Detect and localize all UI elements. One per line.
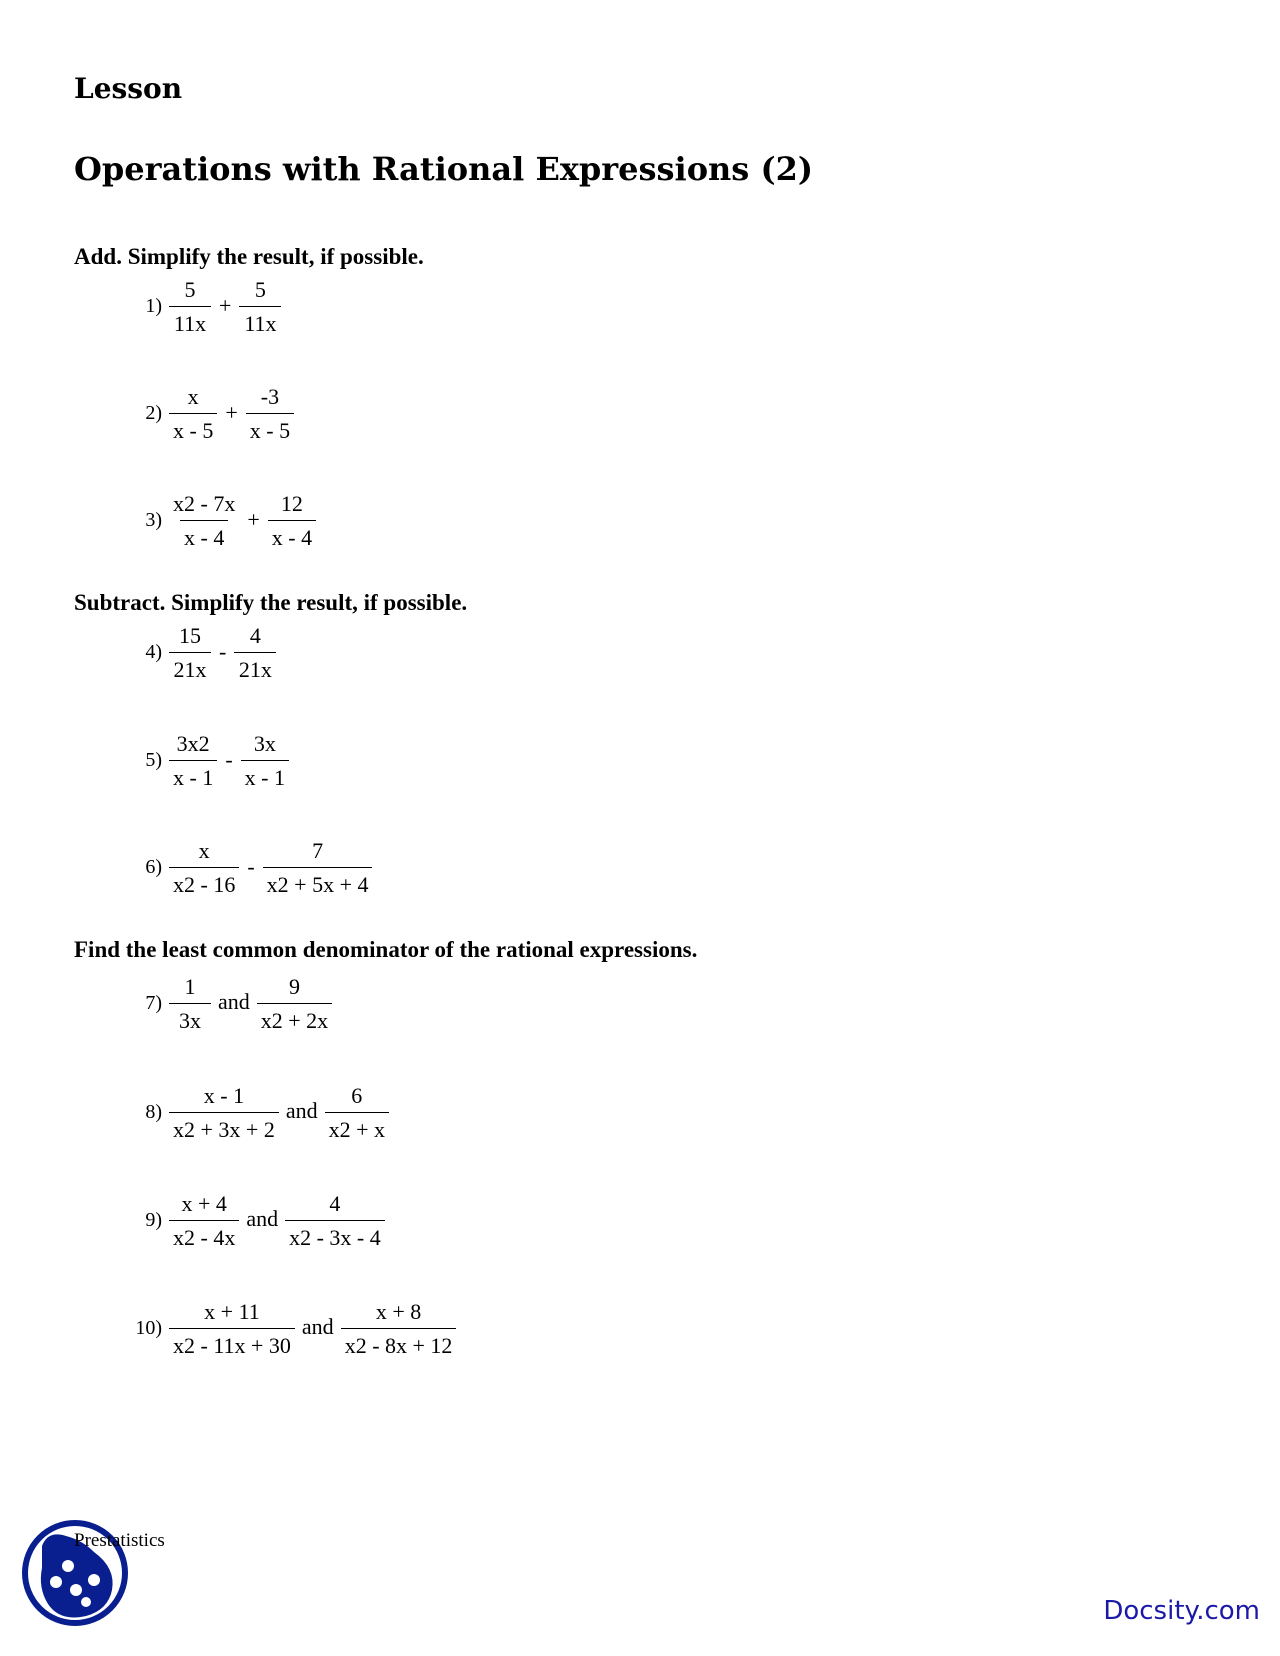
section-heading-lcd: Find the least common denominator of the rational expressions. (74, 937, 698, 962)
page-title: Operations with Rational Expressions (2) (74, 150, 813, 188)
denominator: 21x (234, 652, 276, 683)
problem-9 (128, 1190, 388, 1251)
fraction-b (322, 1082, 392, 1143)
fraction-a (166, 1082, 282, 1143)
fraction-a (166, 276, 214, 337)
problem-number: 1) (145, 295, 162, 317)
denominator: x - 1 (241, 760, 289, 791)
section-heading-subtract: Subtract. Simplify the result, if possible. (74, 590, 468, 615)
conjunction: and (246, 1205, 279, 1231)
operator: - (247, 853, 255, 879)
numerator: x (198, 838, 210, 863)
problem-7 (128, 973, 335, 1034)
problem-3 (128, 490, 319, 551)
operator: - (219, 638, 227, 664)
conjunction: and (285, 1097, 318, 1123)
denominator: x2 - 4x (169, 1220, 239, 1251)
operator: - (225, 746, 233, 772)
denominator: 11x (169, 306, 211, 337)
numerator: x + 4 (181, 1191, 227, 1216)
fraction-a (166, 1298, 298, 1359)
denominator: x2 - 11x + 30 (169, 1328, 295, 1359)
fraction-a (166, 622, 214, 683)
fraction-b (282, 1190, 388, 1251)
problem-number: 10) (135, 1317, 162, 1339)
numerator: 3x2 (176, 731, 210, 756)
docsity-brand-link[interactable]: Docsity.com (1103, 1596, 1260, 1626)
fraction-b (338, 1298, 460, 1359)
denominator: x2 + 2x (257, 1003, 332, 1034)
denominator: 3x (169, 1003, 211, 1034)
problem-number: 6) (145, 856, 162, 878)
operator: + (219, 292, 232, 318)
denominator: x - 5 (169, 413, 217, 444)
fraction-a (166, 973, 214, 1034)
operator: + (247, 506, 260, 532)
numerator: x + 8 (375, 1299, 422, 1324)
numerator: 4 (249, 623, 261, 648)
problem-number: 8) (145, 1101, 162, 1123)
conjunction: and (301, 1313, 334, 1339)
denominator: x2 + x (325, 1112, 389, 1143)
denominator: x2 - 8x + 12 (341, 1328, 457, 1359)
denominator: 21x (169, 652, 211, 683)
problem-number: 5) (145, 749, 162, 771)
numerator: 12 (280, 491, 303, 516)
denominator: x - 1 (169, 760, 217, 791)
denominator: x2 - 16 (169, 867, 239, 898)
problem-5 (128, 730, 292, 791)
problem-1 (128, 276, 284, 337)
problem-number: 2) (145, 402, 162, 424)
denominator: x2 - 3x - 4 (285, 1220, 385, 1251)
numerator: x2 - 7x (173, 491, 236, 516)
fraction-b (243, 383, 297, 444)
denominator: x2 + 5x + 4 (263, 867, 373, 898)
problem-number: 4) (145, 641, 162, 663)
numerator: x (187, 384, 199, 409)
fraction-b (238, 730, 292, 791)
fraction-b (260, 837, 376, 898)
numerator: 3x (253, 731, 276, 756)
problem-8 (128, 1082, 392, 1143)
numerator: x + 11 (204, 1299, 260, 1324)
problem-2 (128, 383, 297, 444)
fraction-a (166, 1190, 242, 1251)
fraction-a (166, 837, 242, 898)
fraction-a (166, 730, 220, 791)
problem-number: 3) (145, 509, 162, 531)
fraction-b (236, 276, 284, 337)
numerator: 5 (184, 277, 196, 302)
section-heading-add: Add. Simplify the result, if possible. (74, 244, 424, 269)
problem-6 (128, 837, 375, 898)
course-label: Prestatistics (74, 1530, 165, 1551)
fraction-b (231, 622, 279, 683)
denominator: 11x (239, 306, 281, 337)
denominator: x2 + 3x + 2 (169, 1112, 279, 1143)
fraction-a (166, 490, 242, 551)
numerator: 9 (288, 974, 300, 999)
lesson-label: Lesson (74, 72, 183, 105)
numerator: -3 (260, 384, 280, 409)
numerator: 6 (351, 1083, 363, 1108)
conjunction: and (218, 988, 250, 1014)
numerator: 5 (254, 277, 266, 302)
operator: + (225, 399, 238, 425)
numerator: 4 (329, 1191, 341, 1216)
denominator: x - 4 (268, 520, 316, 551)
fraction-b (265, 490, 319, 551)
numerator: x - 1 (203, 1083, 245, 1108)
fraction-b (254, 973, 335, 1034)
denominator: x - 5 (246, 413, 294, 444)
problem-number: 9) (145, 1209, 162, 1231)
numerator: 7 (312, 838, 324, 863)
numerator: 15 (179, 623, 201, 648)
fraction-a (166, 383, 220, 444)
problem-number: 7) (145, 992, 162, 1014)
denominator: x - 4 (180, 520, 228, 551)
problem-10 (128, 1298, 459, 1359)
numerator: 1 (184, 974, 196, 999)
problem-4 (128, 622, 279, 683)
